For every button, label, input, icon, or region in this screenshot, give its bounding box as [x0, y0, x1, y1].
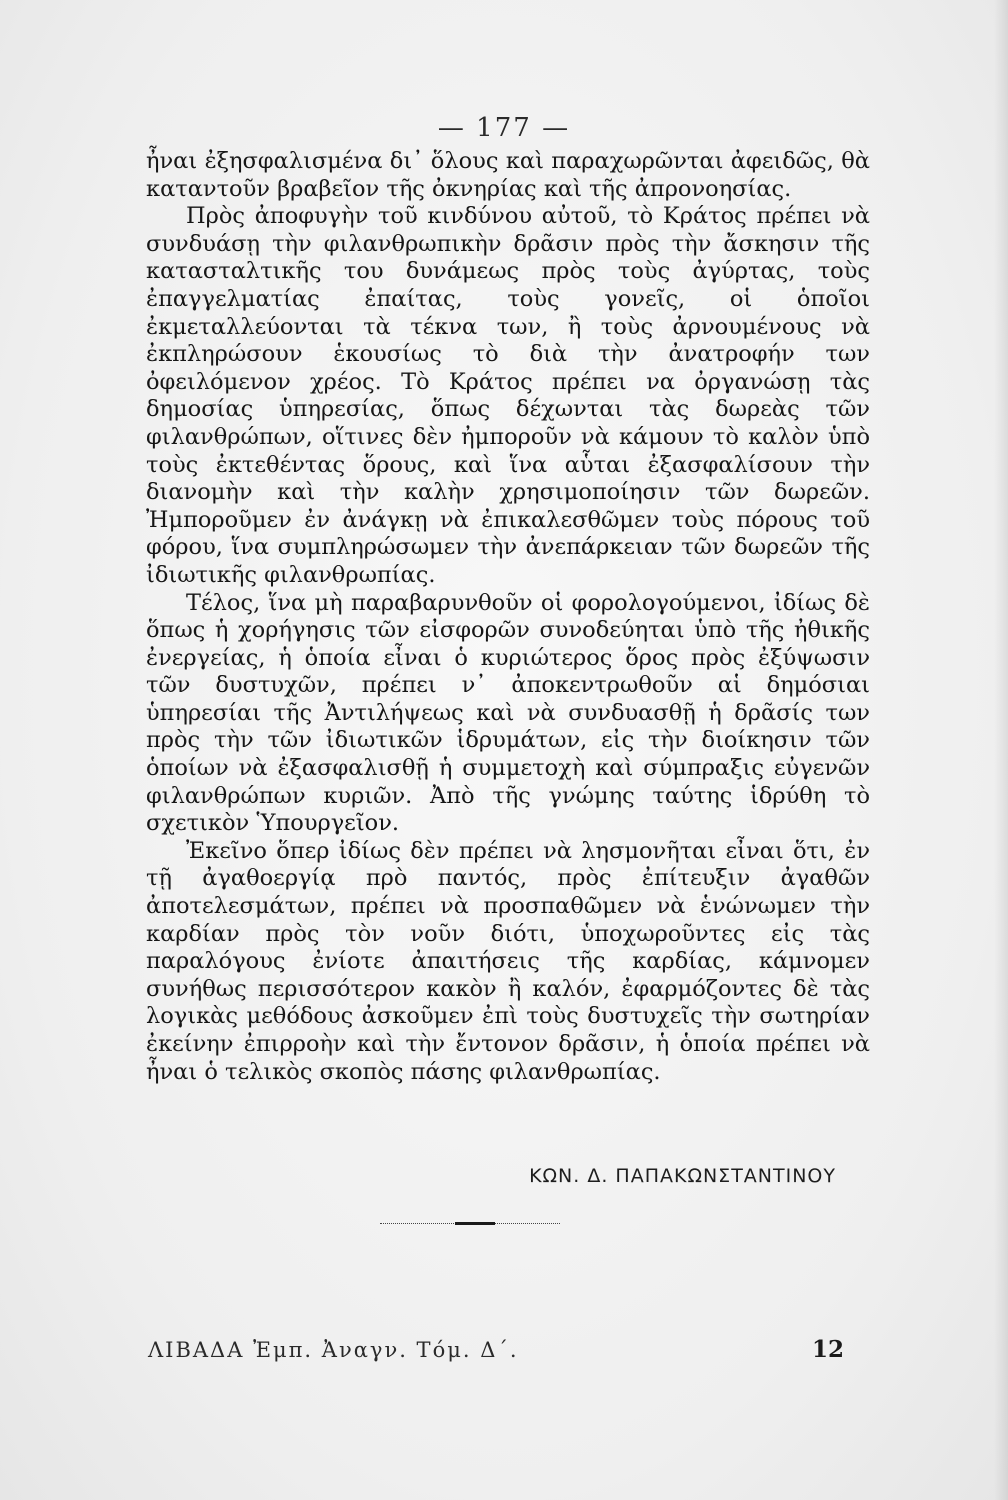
author-signature: ΚΩΝ. Δ. ΠΑΠΑΚΩΝΣΤΑΝΤΙΝΟΥ — [529, 1165, 836, 1187]
paragraph-3: Τέλος, ἵνα μὴ παραβαρυνθοῦν οἱ φορολογούμενοι, ἰδίως δὲ ὅπως ἡ χορήγησις τῶν εἰσφορῶν συνοδεύηται ὑπὸ τῆς ἠθικῆς ἐνεργείας, ἡ ὁποία εἶναι ὁ κυριώτερος ὅρος πρὸς ἐξύψωσιν τῶν δυστυχῶν, πρέπει ν᾽ ἀποκεντρωθοῦν αἱ δημόσιαι ὑπηρεσίαι τῆς Ἀντιλήψεως καὶ νὰ συνδυασθῇ ἡ δρᾶσίς των πρὸς τὴν τῶν ἰδιωτικῶν ἱδρυμάτων, εἰς τὴν διοίκησιν τῶν ὁποίων νὰ ἐξασφαλισθῇ ἡ συμμετοχὴ καὶ σύμπραξις εὐγενῶν φιλανθρώπων κυριῶν. Ἀπὸ τῆς γνώμης ταύτης ἱδρύθη τὸ σχετικὸν Ὑπουργεῖον. — [146, 589, 870, 837]
body-text — [146, 148, 870, 1086]
page-edge-shadow — [994, 0, 1008, 1500]
page-number: — 177 — — [437, 113, 571, 143]
paragraph-1: ἦναι ἐξησφαλισμένα δι᾽ ὅλους καὶ παραχωρῶνται ἀφειδῶς, θὰ καταντοῦν βραβεῖον τῆς ὀκνηρίας καὶ τῆς ἀπρονοησίας. — [146, 148, 870, 202]
footer-publication: ΛΙΒΑΔΑ Ἐμπ. Ἀναγν. Τόμ. Δ΄. — [148, 1338, 519, 1362]
section-divider-mark — [455, 1222, 495, 1225]
footer-signature-number: 12 — [812, 1336, 845, 1363]
paragraph-4: Ἐκεῖνο ὅπερ ἰδίως δὲν πρέπει νὰ λησμονῆται εἶναι ὅτι, ἐν τῇ ἀγαθοεργίᾳ πρὸ παντός, πρὸς ἐπίτευξιν ἀγαθῶν ἀποτελεσμάτων, πρέπει νὰ προσπαθῶμεν νὰ ἑνώνωμεν τὴν καρδίαν πρὸς τὸν νοῦν διότι, ὑποχωροῦντες εἰς τὰς παραλόγους ἐνίοτε ἀπαιτήσεις τῆς καρδίας, κάμνομεν συνήθως περισσότερον κακὸν ἢ καλόν, ἐφαρμόζοντες δὲ τὰς λογικὰς μεθόδους ἀσκοῦμεν ἐπὶ τοὺς δυστυχεῖς τὴν σωτηρίαν ἐκείνην ἐπιρροὴν καὶ τὴν ἔντονον δρᾶσιν, ἡ ὁποία πρέπει νὰ ἦναι ὁ τελικὸς σκοπὸς πάσης φιλανθρωπίας. — [146, 837, 870, 1085]
paragraph-2: Πρὸς ἀποφυγὴν τοῦ κινδύνου αὐτοῦ, τὸ Κράτος πρέπει νὰ συνδυάσῃ τὴν φιλανθρωπικὴν δρᾶσιν πρὸς τὴν ἄσκησιν τῆς κατασταλτικῆς του δυνάμεως πρὸς τοὺς ἀγύρτας, τοὺς ἐπαγγελματίας ἐπαίτας, τοὺς γονεῖς, οἱ ὁποῖοι ἐκμεταλλεύονται τὰ τέκνα των, ἢ τοὺς ἀρνουμένους νὰ ἐκπληρώσουν ἑκουσίως τὸ διὰ τὴν ἀνατροφήν των ὀφειλόμενον χρέος. Τὸ Κράτος πρέπει να ὀργανώσῃ τὰς δημοσίας ὑπηρεσίας, ὅπως δέχωνται τὰς δωρεὰς τῶν φιλανθρώπων, οἵτινες δὲν ἠμποροῦν νὰ κάμουν τὸ καλὸν ὑπὸ τοὺς ἐκτεθέντας ὅρους, καὶ ἵνα αὗται ἐξασφαλίσουν τὴν διανομὴν καὶ τὴν καλὴν χρησιμοποίησιν τῶν δωρεῶν. Ἠμποροῦμεν ἐν ἀνάγκῃ νὰ ἐπικαλεσθῶμεν τοὺς πόρους τοῦ φόρου, ἵνα συμπληρώσωμεν τὴν ἀνεπάρκειαν τῶν δωρεῶν τῆς ἰδιωτικῆς φιλανθρωπίας. — [146, 203, 870, 588]
